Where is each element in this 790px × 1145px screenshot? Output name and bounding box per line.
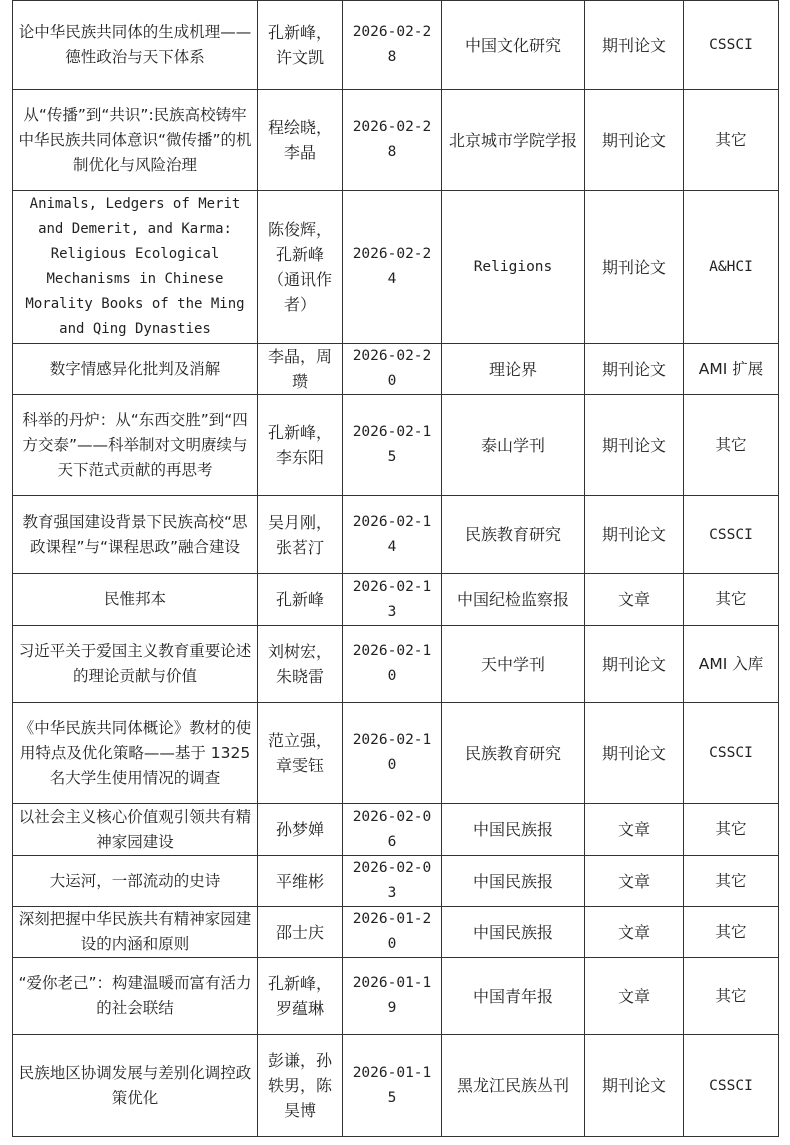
- paper-authors: 陈俊辉，孔新峰（通讯作者）: [258, 191, 343, 344]
- paper-authors: 范立强，章雯钰: [258, 703, 343, 804]
- paper-source: 北京城市学院学报: [442, 90, 585, 191]
- paper-date: 2026-01-20: [343, 907, 442, 958]
- paper-source: 中国民族报: [442, 804, 585, 856]
- paper-date: 2026-02-10: [343, 626, 442, 703]
- table-row: [13, 804, 779, 856]
- paper-authors: 孔新峰: [258, 574, 343, 626]
- paper-authors: 孔新峰，罗蕴琳: [258, 958, 343, 1035]
- table-row: [13, 496, 779, 574]
- paper-source: Religions: [442, 191, 585, 344]
- table-row: [13, 574, 779, 626]
- paper-title: 科举的丹炉：从“东西交胜”到“四方交泰”——科举制对文明赓续与天下范式贡献的再思考: [13, 395, 258, 496]
- table-row: [13, 958, 779, 1035]
- paper-index: 其它: [684, 958, 779, 1035]
- table-row: [13, 856, 779, 907]
- paper-type: 期刊论文: [585, 703, 684, 804]
- paper-authors: 孔新峰，许文凯: [258, 1, 343, 90]
- paper-source: 民族教育研究: [442, 703, 585, 804]
- paper-index: 其它: [684, 574, 779, 626]
- paper-index: 其它: [684, 907, 779, 958]
- paper-type: 期刊论文: [585, 395, 684, 496]
- paper-date: 2026-02-06: [343, 804, 442, 856]
- paper-date: 2026-02-03: [343, 856, 442, 907]
- paper-source: 中国纪检监察报: [442, 574, 585, 626]
- paper-authors: 平维彬: [258, 856, 343, 907]
- paper-type: 期刊论文: [585, 496, 684, 574]
- paper-source: 中国青年报: [442, 958, 585, 1035]
- paper-type: 期刊论文: [585, 344, 684, 395]
- paper-title: 从“传播”到“共识”:民族高校铸牢中华民族共同体意识“微传播”的机制优化与风险治理: [13, 90, 258, 191]
- paper-type: 文章: [585, 958, 684, 1035]
- paper-type: 文章: [585, 574, 684, 626]
- paper-source: 理论界: [442, 344, 585, 395]
- paper-date: 2026-02-10: [343, 703, 442, 804]
- paper-date: 2026-02-20: [343, 344, 442, 395]
- paper-authors: 邵士庆: [258, 907, 343, 958]
- paper-date: 2026-02-15: [343, 395, 442, 496]
- table-row: [13, 191, 779, 344]
- paper-date: 2026-01-15: [343, 1035, 442, 1137]
- paper-date: 2026-02-24: [343, 191, 442, 344]
- paper-authors: 彭谦，孙轶男，陈昊博: [258, 1035, 343, 1137]
- paper-title: 教育强国建设背景下民族高校“思政课程”与“课程思政”融合建设: [13, 496, 258, 574]
- paper-type: 文章: [585, 804, 684, 856]
- paper-title: 以社会主义核心价值观引领共有精神家园建设: [13, 804, 258, 856]
- paper-date: 2026-02-13: [343, 574, 442, 626]
- paper-title: 民族地区协调发展与差别化调控政策优化: [13, 1035, 258, 1137]
- paper-type: 期刊论文: [585, 1035, 684, 1137]
- paper-title: Animals, Ledgers of Merit and Demerit, and Karma: Religious Ecological Mechanisms in Chinese Morality Books of the Ming and Qing Dynasties: [13, 191, 258, 344]
- paper-date: 2026-02-28: [343, 1, 442, 90]
- paper-title: 论中华民族共同体的生成机理——德性政治与天下体系: [13, 1, 258, 90]
- paper-authors: 李晶，周瓒: [258, 344, 343, 395]
- paper-date: 2026-02-28: [343, 90, 442, 191]
- paper-index: AMI 扩展: [684, 344, 779, 395]
- paper-type: 文章: [585, 907, 684, 958]
- table-row: [13, 907, 779, 958]
- paper-type: 期刊论文: [585, 1, 684, 90]
- paper-title: 习近平关于爱国主义教育重要论述的理论贡献与价值: [13, 626, 258, 703]
- paper-type: 期刊论文: [585, 191, 684, 344]
- paper-authors: 吴月刚，张茗汀: [258, 496, 343, 574]
- paper-index: CSSCI: [684, 1035, 779, 1137]
- paper-source: 中国民族报: [442, 856, 585, 907]
- table-row: [13, 1035, 779, 1137]
- paper-source: 天中学刊: [442, 626, 585, 703]
- paper-source: 中国文化研究: [442, 1, 585, 90]
- paper-type: 期刊论文: [585, 626, 684, 703]
- paper-title: 《中华民族共同体概论》教材的使用特点及优化策略——基于 1325 名大学生使用情况的调查: [13, 703, 258, 804]
- paper-authors: 刘树宏，朱晓雷: [258, 626, 343, 703]
- paper-index: CSSCI: [684, 703, 779, 804]
- paper-source: 民族教育研究: [442, 496, 585, 574]
- table-row: [13, 626, 779, 703]
- paper-authors: 程绘晓，李晶: [258, 90, 343, 191]
- publication-table: [12, 0, 779, 1137]
- table-row: [13, 90, 779, 191]
- paper-type: 文章: [585, 856, 684, 907]
- paper-title: 民惟邦本: [13, 574, 258, 626]
- paper-index: 其它: [684, 856, 779, 907]
- paper-index: CSSCI: [684, 496, 779, 574]
- paper-index: AMI 入库: [684, 626, 779, 703]
- paper-title: 深刻把握中华民族共有精神家园建设的内涵和原则: [13, 907, 258, 958]
- paper-date: 2026-02-14: [343, 496, 442, 574]
- paper-type: 期刊论文: [585, 90, 684, 191]
- paper-index: A&HCI: [684, 191, 779, 344]
- paper-source: 泰山学刊: [442, 395, 585, 496]
- paper-authors: 孔新峰，李东阳: [258, 395, 343, 496]
- paper-source: 中国民族报: [442, 907, 585, 958]
- paper-index: 其它: [684, 395, 779, 496]
- table-row: [13, 1, 779, 90]
- paper-date: 2026-01-19: [343, 958, 442, 1035]
- paper-index: 其它: [684, 90, 779, 191]
- table-row: [13, 703, 779, 804]
- paper-index: 其它: [684, 804, 779, 856]
- paper-title: 数字情感异化批判及消解: [13, 344, 258, 395]
- table-row: [13, 344, 779, 395]
- paper-index: CSSCI: [684, 1, 779, 90]
- paper-title: “爱你老己”：构建温暖而富有活力的社会联结: [13, 958, 258, 1035]
- paper-source: 黑龙江民族丛刊: [442, 1035, 585, 1137]
- table-row: [13, 395, 779, 496]
- paper-title: 大运河，一部流动的史诗: [13, 856, 258, 907]
- paper-authors: 孙梦婵: [258, 804, 343, 856]
